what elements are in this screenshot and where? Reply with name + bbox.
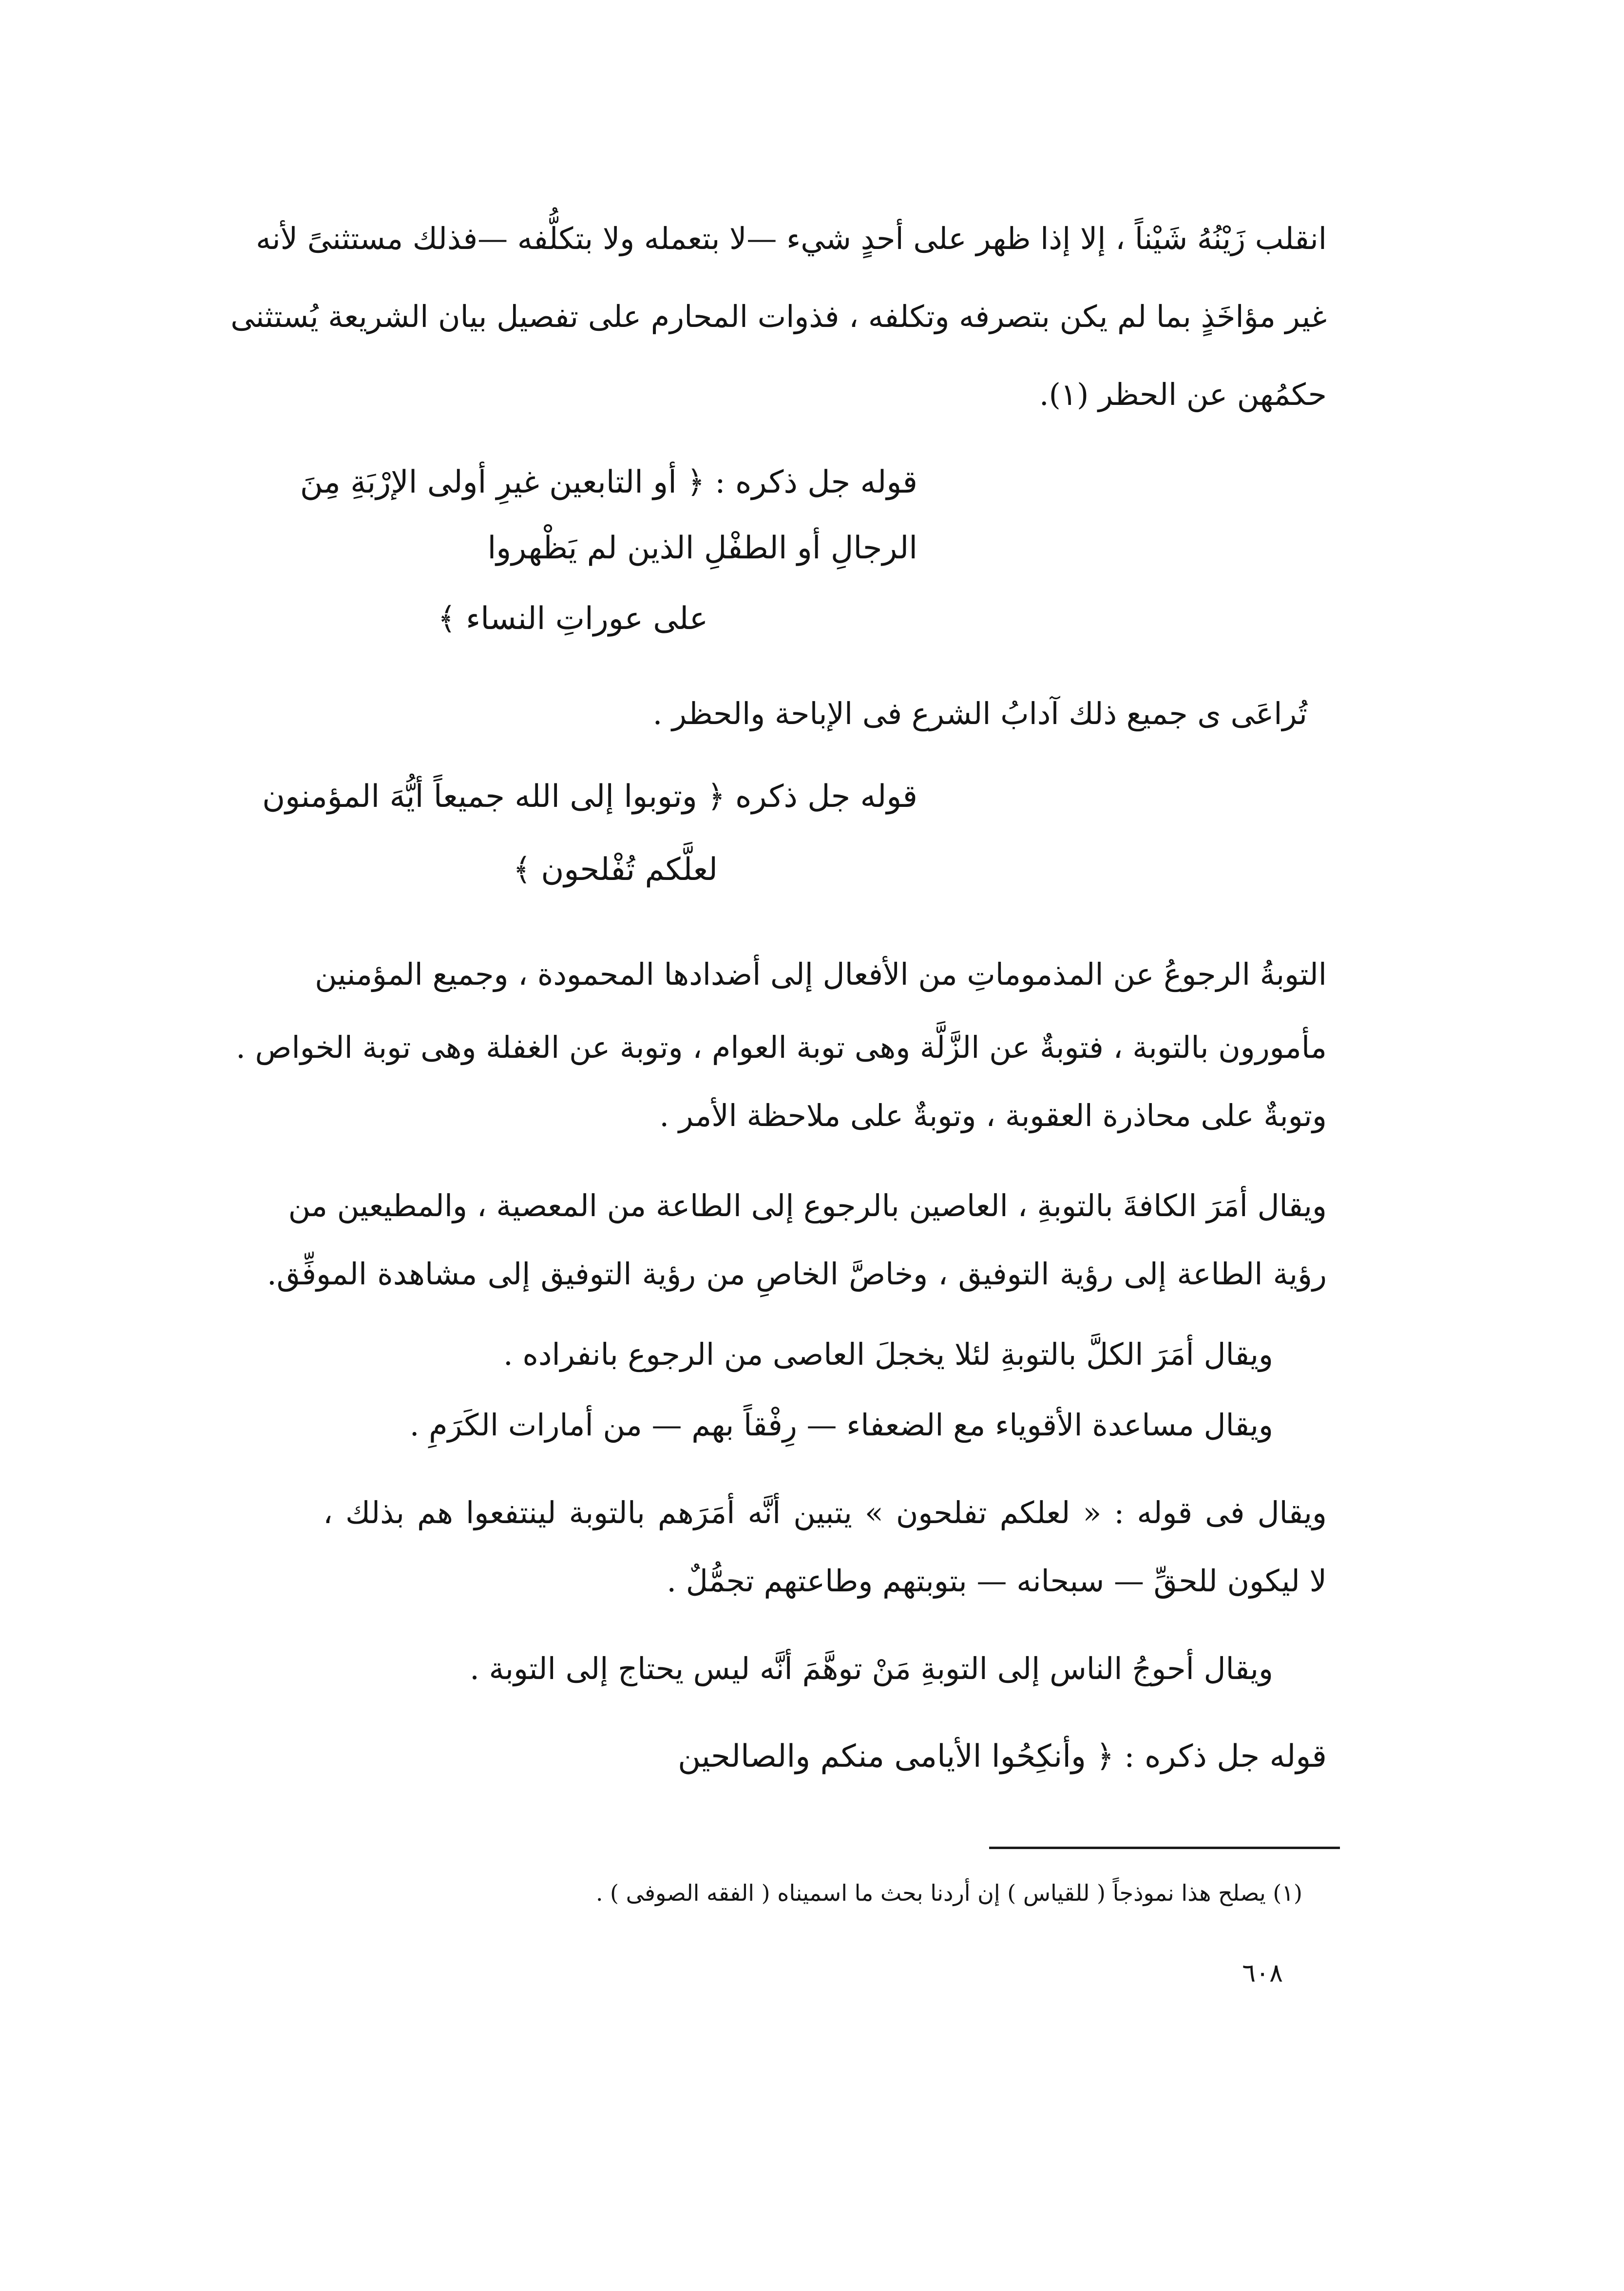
verse-line: لعلَّكم تُفْلحون ﴾ bbox=[513, 852, 718, 888]
text-line: وتوبةٌ على محاذرة العقوبة ، وتوبةٌ على ملاحظة الأمر . bbox=[659, 1098, 1327, 1133]
verse-line: قوله جل ذكره ﴿ وتوبوا إلى الله جميعاً أيُّهَ المؤمنون bbox=[262, 779, 917, 815]
verse-line: الرجالِ أو الطفْلِ الذين لم يَظْهروا bbox=[487, 530, 917, 566]
text-line: رؤية الطاعة إلى رؤية التوفيق ، وخاصَّ الخاصِ من رؤية التوفيق إلى مشاهدة الموفِّق. bbox=[267, 1256, 1327, 1292]
text-line: ويقال أحوجُ الناس إلى التوبةِ مَنْ توهَّمَ أنَّه ليس يحتاج إلى التوبة . bbox=[470, 1651, 1273, 1686]
text-line: تُراعَى ى جميع ذلك آدابُ الشرع فى الإباحة والحظر . bbox=[652, 696, 1307, 731]
footnote: (١) يصلح هذا نموذجاً ( للقياس ) إن أردنا بحث ما اسميناه ( الفقه الصوفى ) . bbox=[595, 1880, 1302, 1906]
text-line: ويقال أمَرَ الكافةَ بالتوبةِ ، العاصين بالرجوع إلى الطاعة من المعصية ، والمطيعين من bbox=[288, 1188, 1327, 1223]
text-line: ويقال مساعدة الأقوياء مع الضعفاء — رِفْقاً بهم — من أمارات الكَرَمِ . bbox=[409, 1407, 1273, 1443]
text-line: ويقال فى قوله : « لعلكم تفلحون » يتبين أنَّه أمَرَهم بالتوبة لينتفعوا هم بذلك ، bbox=[323, 1495, 1327, 1530]
text-line: غير مؤاخَذٍ بما لم يكن بتصرفه وتكلفه ، فذوات المحارم على تفصيل بيان الشريعة يُستثنى bbox=[230, 299, 1327, 334]
text-line: حكمُهن عن الحظر (١). bbox=[1039, 377, 1327, 412]
footnote-separator bbox=[989, 1847, 1340, 1849]
text-line: التوبةُ الرجوعُ عن المذموماتِ من الأفعال إلى أضدادها المحمودة ، وجميع المؤمنين bbox=[315, 956, 1327, 992]
text-line: انقلب زَيْنُهُ شَيْناً ، إلا إذا ظهر على أحدٍ شيء —لا بتعمله ولا بتكلُّفه —فذلك مستثنىً لأنه bbox=[256, 221, 1327, 256]
verse-line: قوله جل ذكره : ﴿ وأنكِحُوا الأيامى منكم والصالحين bbox=[678, 1738, 1327, 1775]
text-line: ويقال أمَرَ الكلَّ بالتوبةِ لئلا يخجلَ العاصى من الرجوع بانفراده . bbox=[503, 1336, 1273, 1372]
verse-line: قوله جل ذكره : ﴿ أو التابعين غيرِ أولى الإرْبَةِ مِنَ bbox=[300, 464, 917, 500]
verse-line: على عوراتِ النساء ﴾ bbox=[438, 601, 708, 637]
text-line: مأمورون بالتوبة ، فتوبةٌ عن الزَّلَّة وهى توبة العوام ، وتوبة عن الغفلة وهى توبة الخواص . bbox=[236, 1030, 1327, 1065]
page-number: ٦٠٨ bbox=[1242, 1959, 1283, 1988]
text-line: لا ليكون للحقِّ — سبحانه — بتوبتهم وطاعتهم تجمُّلٌ . bbox=[667, 1563, 1327, 1599]
